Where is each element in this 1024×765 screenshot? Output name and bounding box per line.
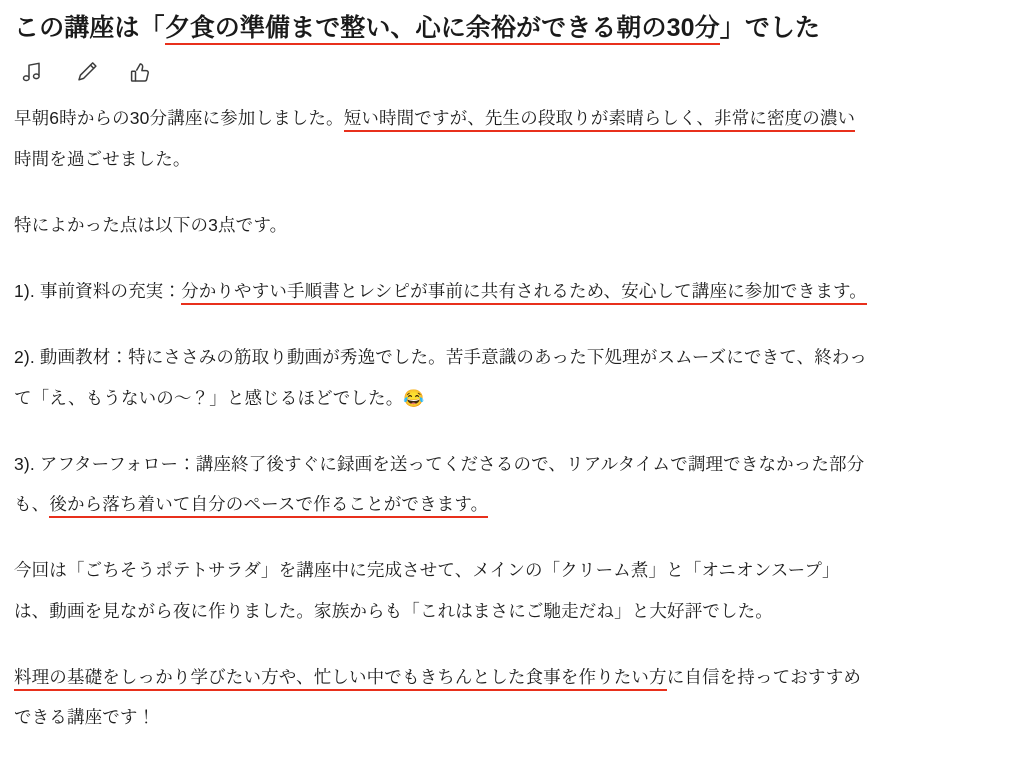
paragraph-point-3 — [14, 444, 1010, 525]
music-note-icon[interactable] — [18, 57, 48, 87]
spacer — [14, 418, 1010, 444]
good-points-lead-text: 特によかった点は以下の3点です。 — [14, 214, 288, 235]
paragraph-result — [14, 550, 1010, 631]
point-3-line2-plain: も、 — [14, 494, 50, 514]
laughing-emoji: 😂 — [403, 388, 425, 408]
point-2-line1: 2). 動画教材：特にささみの筋取り動画が秀逸でした。苦手意識のあった下処理がスムーズにできて、終わっ — [14, 347, 867, 368]
pencil-icon[interactable] — [72, 57, 102, 87]
spacer — [14, 245, 1010, 271]
intro-line1-plain: 早朝6時からの30分講座に参加しました。 — [14, 108, 344, 129]
paragraph-point-1 — [14, 271, 1010, 311]
title-suffix: 」でした — [719, 14, 821, 42]
paragraph-point-2 — [14, 337, 1010, 418]
point-1-underlined: 分かりやすい手順書とレシピが事前に共有されるため、安心して講座に参加できます。 — [181, 281, 867, 305]
point-1-plain: 1). 事前資料の充実： — [14, 281, 182, 301]
spacer — [14, 311, 1010, 337]
point-3-line2-underlined: 後から落ち着いて自分のペースで作ることができます。 — [49, 494, 488, 518]
intro-line2: 時間を過ごせました。 — [14, 148, 191, 169]
thumbs-up-icon[interactable] — [126, 57, 156, 87]
point-2-line2: て「え、もうないの〜？」と感じるほどでした。 — [14, 387, 404, 408]
paragraph-intro — [14, 98, 1010, 179]
recommend-line1-underlined: 料理の基礎をしっかり学びたい方や、忙しい中でもきちんとした食事を作りたい方 — [14, 667, 667, 691]
recommend-line1-plain: に自信を持っておすすめ — [666, 666, 862, 687]
point-3-line1: 3). アフターフォロー：講座終了後すぐに録画を送ってくださるので、リアルタイムで調理できなかった部分 — [14, 453, 865, 474]
article-body — [14, 98, 1010, 737]
paragraph-recommend — [14, 657, 1010, 738]
page-title — [14, 10, 1010, 46]
reaction-toolbar — [18, 52, 1010, 92]
spacer — [14, 179, 1010, 205]
paragraph-good-points-lead — [14, 205, 1010, 245]
intro-line1-underlined: 短い時間ですが、先生の段取りが素晴らしく、非常に密度の濃い — [344, 108, 856, 132]
spacer — [14, 631, 1010, 657]
result-line2: は、動画を見ながら夜に作りました。家族からも「これはまさにご馳走だね」と大好評でした。 — [14, 600, 773, 621]
recommend-line2: できる講座です！ — [14, 707, 156, 727]
title-prefix: この講座は「 — [14, 14, 165, 42]
spacer — [14, 524, 1010, 550]
result-line1: 今回は「ごちそうポテトサラダ」を講座中に完成させて、メインの「クリーム煮」と「オニオンスープ」 — [14, 560, 840, 581]
title-highlight: 夕食の準備まで整い、心に余裕ができる朝の30分 — [165, 14, 720, 45]
